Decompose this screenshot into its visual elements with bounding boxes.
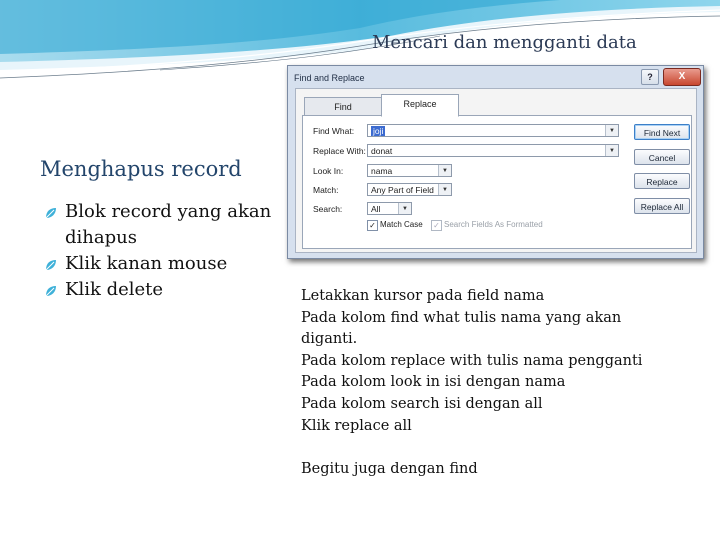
instruction-line: Pada kolom find what tulis nama yang akan	[301, 309, 622, 326]
bullet-list	[44, 199, 284, 303]
bullet-leaf-icon	[44, 206, 58, 220]
search-select[interactable]	[367, 202, 412, 215]
tab-replace[interactable]: Replace	[381, 94, 459, 117]
bullet-leaf-icon	[44, 258, 58, 272]
replace-with-value: donat	[371, 146, 393, 156]
chevron-down-icon[interactable]: ▼	[398, 203, 411, 214]
slide-title: Mencari dan mengganti data	[372, 32, 637, 53]
cancel-button[interactable]: Cancel	[634, 149, 690, 165]
chevron-down-icon[interactable]: ▼	[438, 165, 451, 176]
look-in-value: nama	[371, 166, 393, 176]
find-next-button[interactable]: Find Next	[634, 124, 690, 140]
instruction-line: Klik replace all	[301, 417, 412, 434]
instructions-block	[301, 286, 701, 481]
match-label: Match:	[313, 185, 339, 195]
chevron-down-icon[interactable]: ▼	[605, 145, 618, 156]
search-formatted-checkbox[interactable]: ✓	[431, 220, 442, 231]
look-in-label: Look In:	[313, 166, 344, 176]
match-select[interactable]	[367, 183, 452, 196]
search-value: All	[371, 204, 381, 214]
tab-find[interactable]: Find	[304, 97, 382, 116]
instruction-line: Pada kolom replace with tulis nama pengganti	[301, 352, 643, 369]
look-in-select[interactable]	[367, 164, 452, 177]
bullet-text: Klik delete	[65, 279, 164, 300]
match-case-checkbox[interactable]: ✓	[367, 220, 378, 231]
replace-with-field[interactable]	[367, 144, 619, 157]
bullet-item	[44, 199, 284, 251]
find-what-field[interactable]	[367, 124, 619, 137]
replace-with-label: Replace With:	[313, 146, 366, 156]
instruction-line: Pada kolom look in isi dengan nama	[301, 374, 566, 391]
bullet-item	[44, 251, 284, 277]
dialog-title: Find and Replace	[294, 73, 365, 83]
match-case-label: Match Case	[380, 220, 423, 229]
find-replace-dialog	[287, 65, 704, 259]
instruction-line: Letakkan kursor pada field nama	[301, 288, 545, 304]
replace-button[interactable]: Replace	[634, 173, 690, 189]
instruction-line: Pada kolom search isi dengan all	[301, 395, 543, 412]
dialog-body	[295, 88, 697, 253]
section-title: Menghapus record	[40, 157, 242, 181]
close-button[interactable]: X	[663, 68, 701, 86]
find-what-label: Find What:	[313, 126, 355, 136]
bullet-text: Klik kanan mouse	[65, 253, 228, 274]
chevron-down-icon[interactable]: ▼	[438, 184, 451, 195]
spacer	[301, 437, 701, 459]
instruction-line: diganti.	[301, 331, 358, 348]
bullet-leaf-icon	[44, 284, 58, 298]
search-formatted-label: Search Fields As Formatted	[444, 220, 543, 229]
bullet-text: Blok record yang akan	[65, 201, 272, 222]
match-value: Any Part of Field	[371, 185, 434, 195]
bullet-item	[44, 277, 284, 303]
search-label: Search:	[313, 204, 343, 214]
help-button[interactable]: ?	[641, 69, 659, 85]
find-what-value: joji	[373, 126, 384, 136]
chevron-down-icon[interactable]: ▼	[605, 125, 618, 136]
closing-line: Begitu juga dengan find	[301, 461, 478, 478]
replace-all-button[interactable]: Replace All	[634, 198, 690, 214]
bullet-text-continued: dihapus	[65, 227, 137, 248]
